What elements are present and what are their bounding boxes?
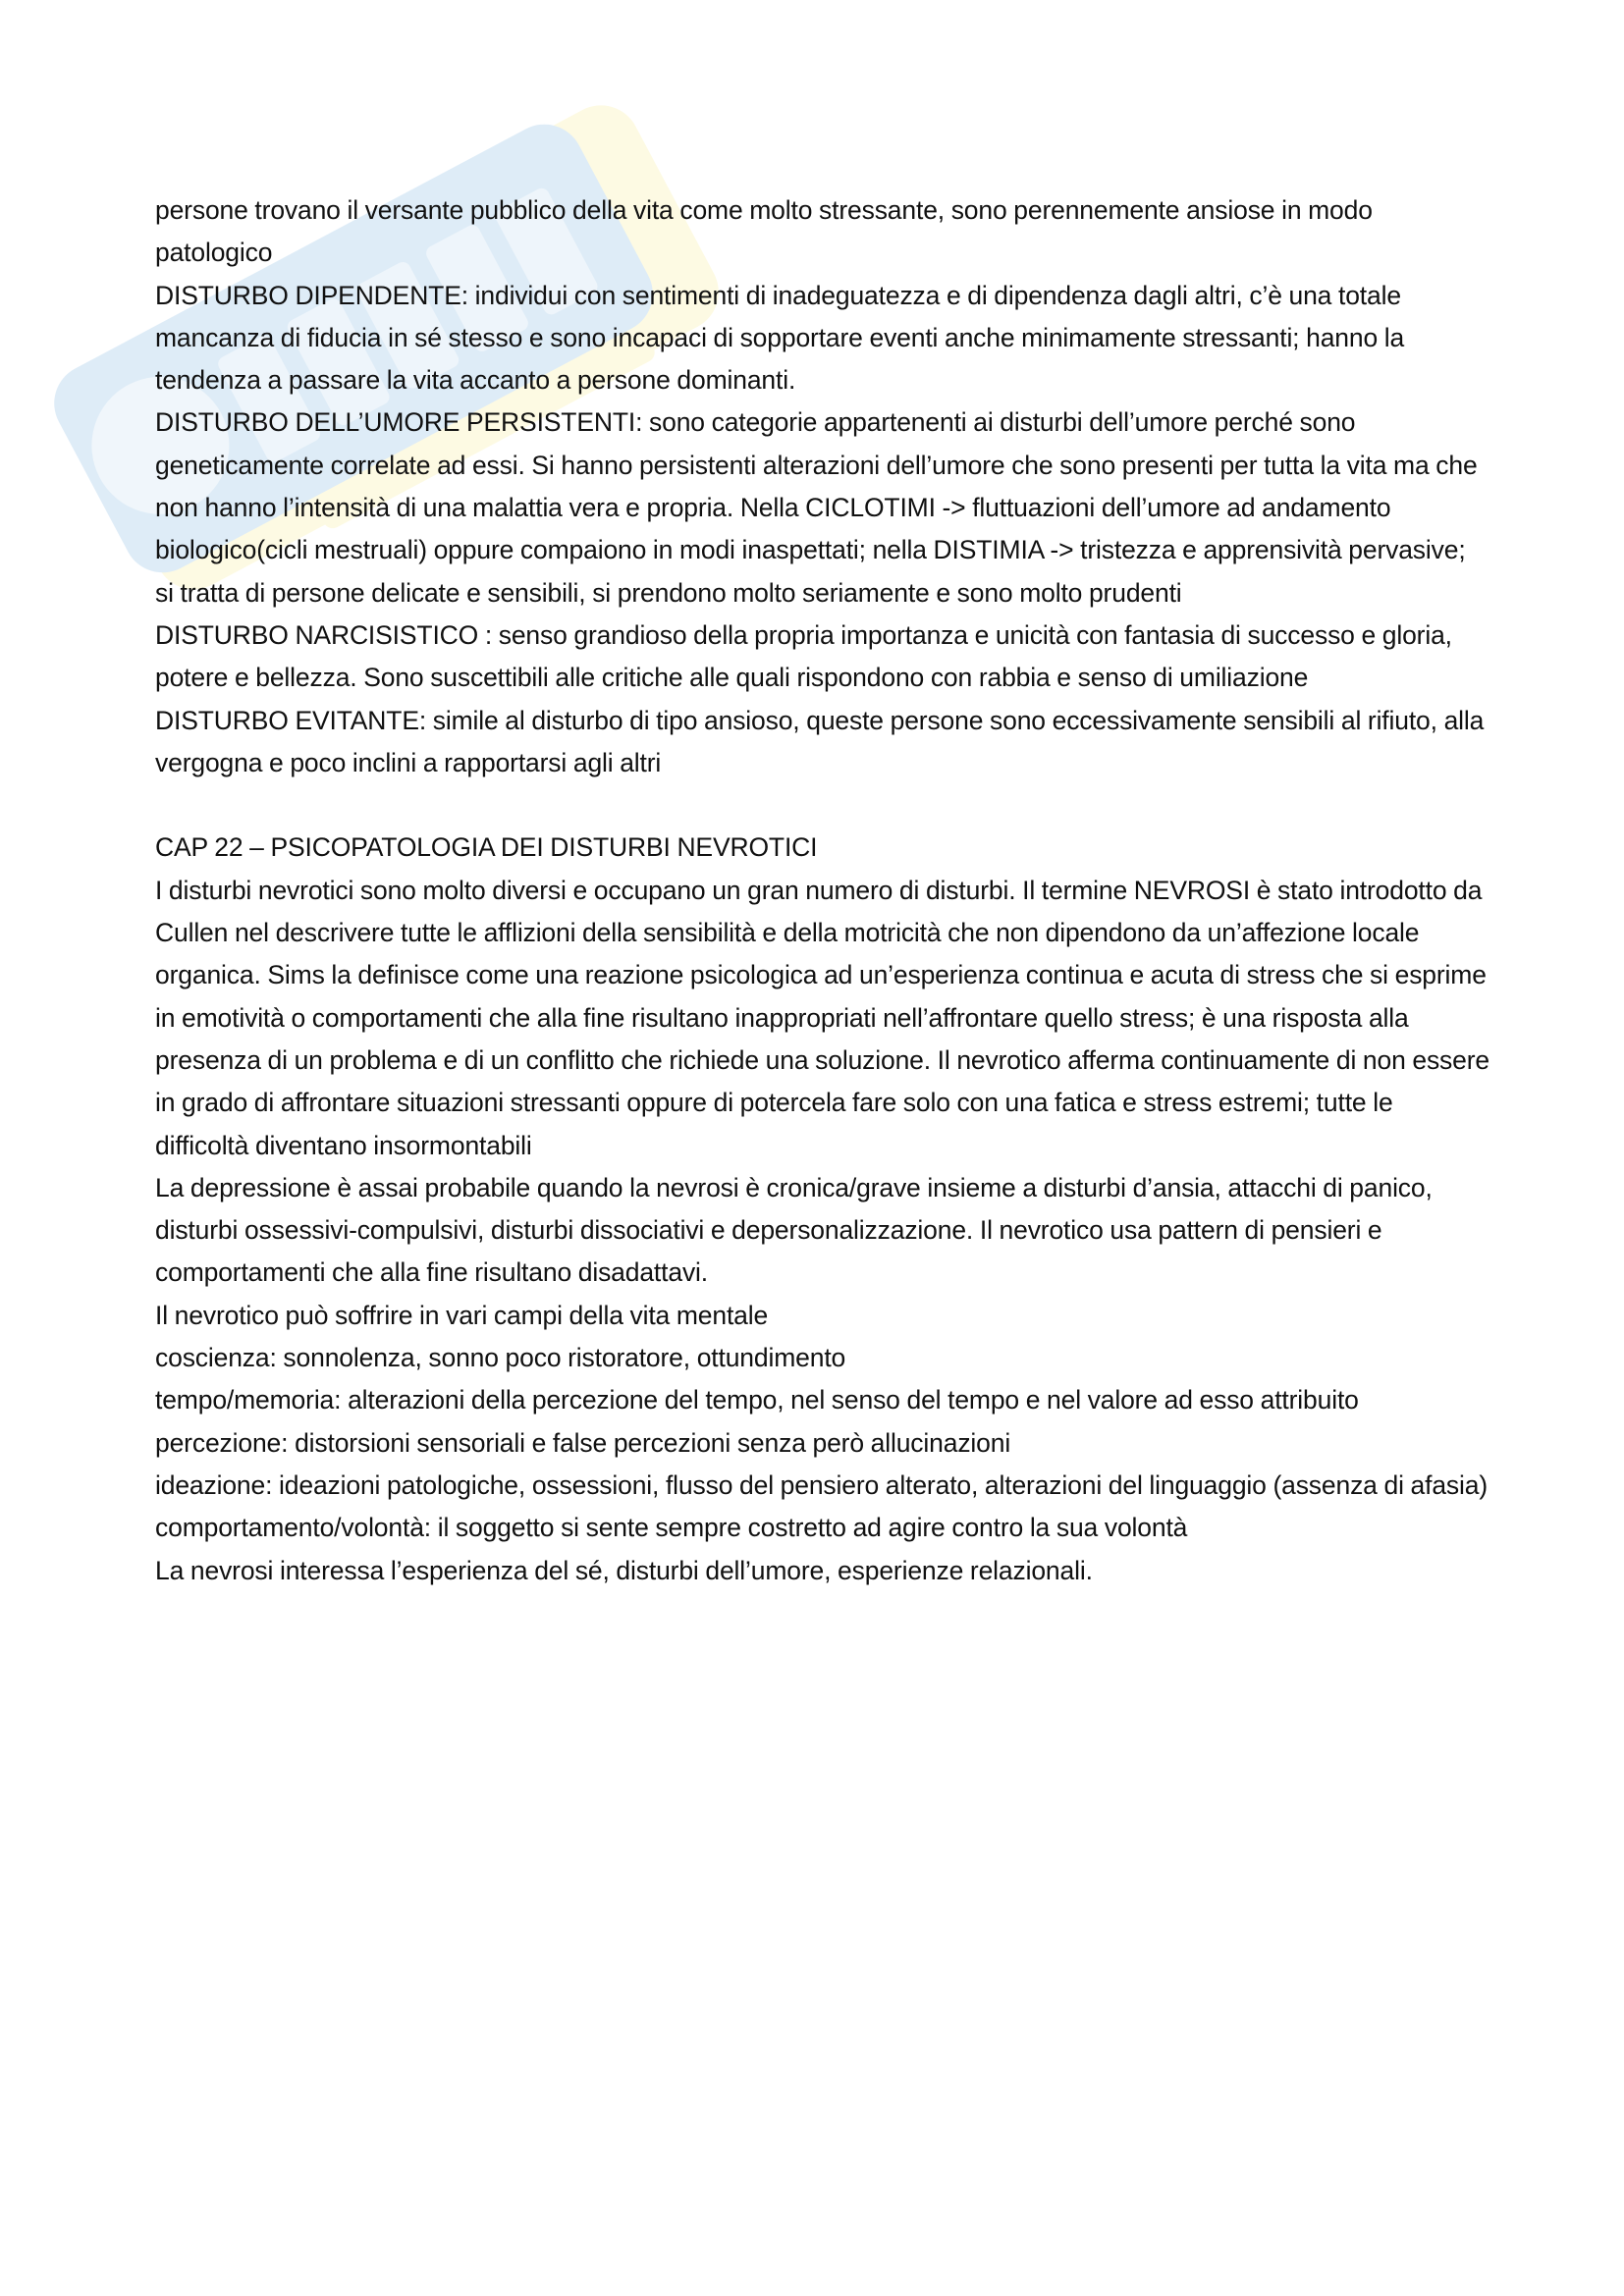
paragraph-disturbo-dipendente: DISTURBO DIPENDENTE: individui con sentimenti di inadeguatezza e di dipendenza dagli altri, c’è una totale mancanza di fiducia in sé stesso e sono incapaci di sopportare eventi anche minimamente stressanti; hanno la tendenza a passare la vita accanto a persone dominanti. xyxy=(155,280,1405,396)
list-item-ideazione: ideazione: ideazioni patologiche, ossessioni, flusso del pensiero alterato, alterazioni del linguaggio (assenza di afasia) xyxy=(155,1469,1489,1500)
list-item-tempo-memoria: tempo/memoria: alterazioni della percezione del tempo, nel senso del tempo e nel valore ad esso attribuito xyxy=(155,1385,1359,1415)
paragraph-conclusione: La nevrosi interessa l’esperienza del sé, disturbi dell’umore, esperienze relazionali. xyxy=(155,1555,1093,1585)
document-body xyxy=(155,189,1490,1592)
paragraph-spacer xyxy=(155,784,1490,827)
paragraph-evitante-intro: persone trovano il versante pubblico della vita come molto stressante, sono perennemente ansiose in modo patologico xyxy=(155,195,1373,268)
paragraph-disturbo-narcisistico: DISTURBO NARCISISTICO : senso grandioso della propria importanza e unicità con fantasia di successo e gloria, potere e bellezza. Sono suscettibili alle critiche alle quali rispondono con rabbia e senso di umiliazione xyxy=(155,619,1452,693)
chapter-heading: CAP 22 – PSICOPATOLOGIA DEI DISTURBI NEVROTICI xyxy=(155,832,818,863)
paragraph-nevrosi-definizione: I disturbi nevrotici sono molto diversi e occupano un gran numero di disturbi. Il termine NEVROSI è stato introdotto da Cullen nel descrivere tutte le afflizioni della sensibilità e della motricità che non dipendono da un’affezione locale organica. Sims la definisce come una reazione psicologica ad un’esperienza continua e acuta di stress che si esprime in emotività o comportamenti che alla fine risultano inappropriati nell’affrontare quello stress; è una risposta alla presenza di un problema e di un conflitto che richiede una soluzione. Il nevrotico afferma continuamente di non essere in grado di affrontare situazioni stressanti oppure di potercela fare solo con una fatica e stress estremi; tutte le difficoltà diventano insormontabili xyxy=(155,875,1490,1160)
paragraph-campi-vita-mentale: Il nevrotico può soffrire in vari campi della vita mentale xyxy=(155,1300,769,1330)
list-item-coscienza: coscienza: sonnolenza, sonno poco ristoratore, ottundimento xyxy=(155,1343,846,1373)
list-item-percezione: percezione: distorsioni sensoriali e false percezioni senza però allucinazioni xyxy=(155,1427,1011,1458)
paragraph-disturbo-umore-persistenti: DISTURBO DELL’UMORE PERSISTENTI: sono categorie appartenenti ai disturbi dell’umore perché sono geneticamente correlate ad essi. Si hanno persistenti alterazioni dell’umore che sono presenti per tutta la vita ma che non hanno l’intensità di una malattia vera e propria. Nella CICLOTIMI -> fluttuazioni dell’umore ad andamento biologico(cicli mestruali) oppure compaiono in modi inaspettati; nella DISTIMIA -> tristezza e apprensività pervasive; si tratta di persone delicate e sensibili, si prendono molto seriamente e sono molto prudenti xyxy=(155,407,1478,608)
list-item-comportamento-volonta: comportamento/volontà: il soggetto si sente sempre costretto ad agire contro la sua volontà xyxy=(155,1513,1188,1543)
paragraph-depressione: La depressione è assai probabile quando la nevrosi è cronica/grave insieme a disturbi d’ansia, attacchi di panico, disturbi ossessivi-compulsivi, disturbi dissociativi e depersonalizzazione. Il nevrotico usa pattern di pensieri e comportamenti che alla fine risultano disadattavi. xyxy=(155,1172,1433,1288)
paragraph-disturbo-evitante: DISTURBO EVITANTE: simile al disturbo di tipo ansioso, queste persone sono eccessivamente sensibili al rifiuto, alla vergogna e poco inclini a rapportarsi agli altri xyxy=(155,705,1485,777)
